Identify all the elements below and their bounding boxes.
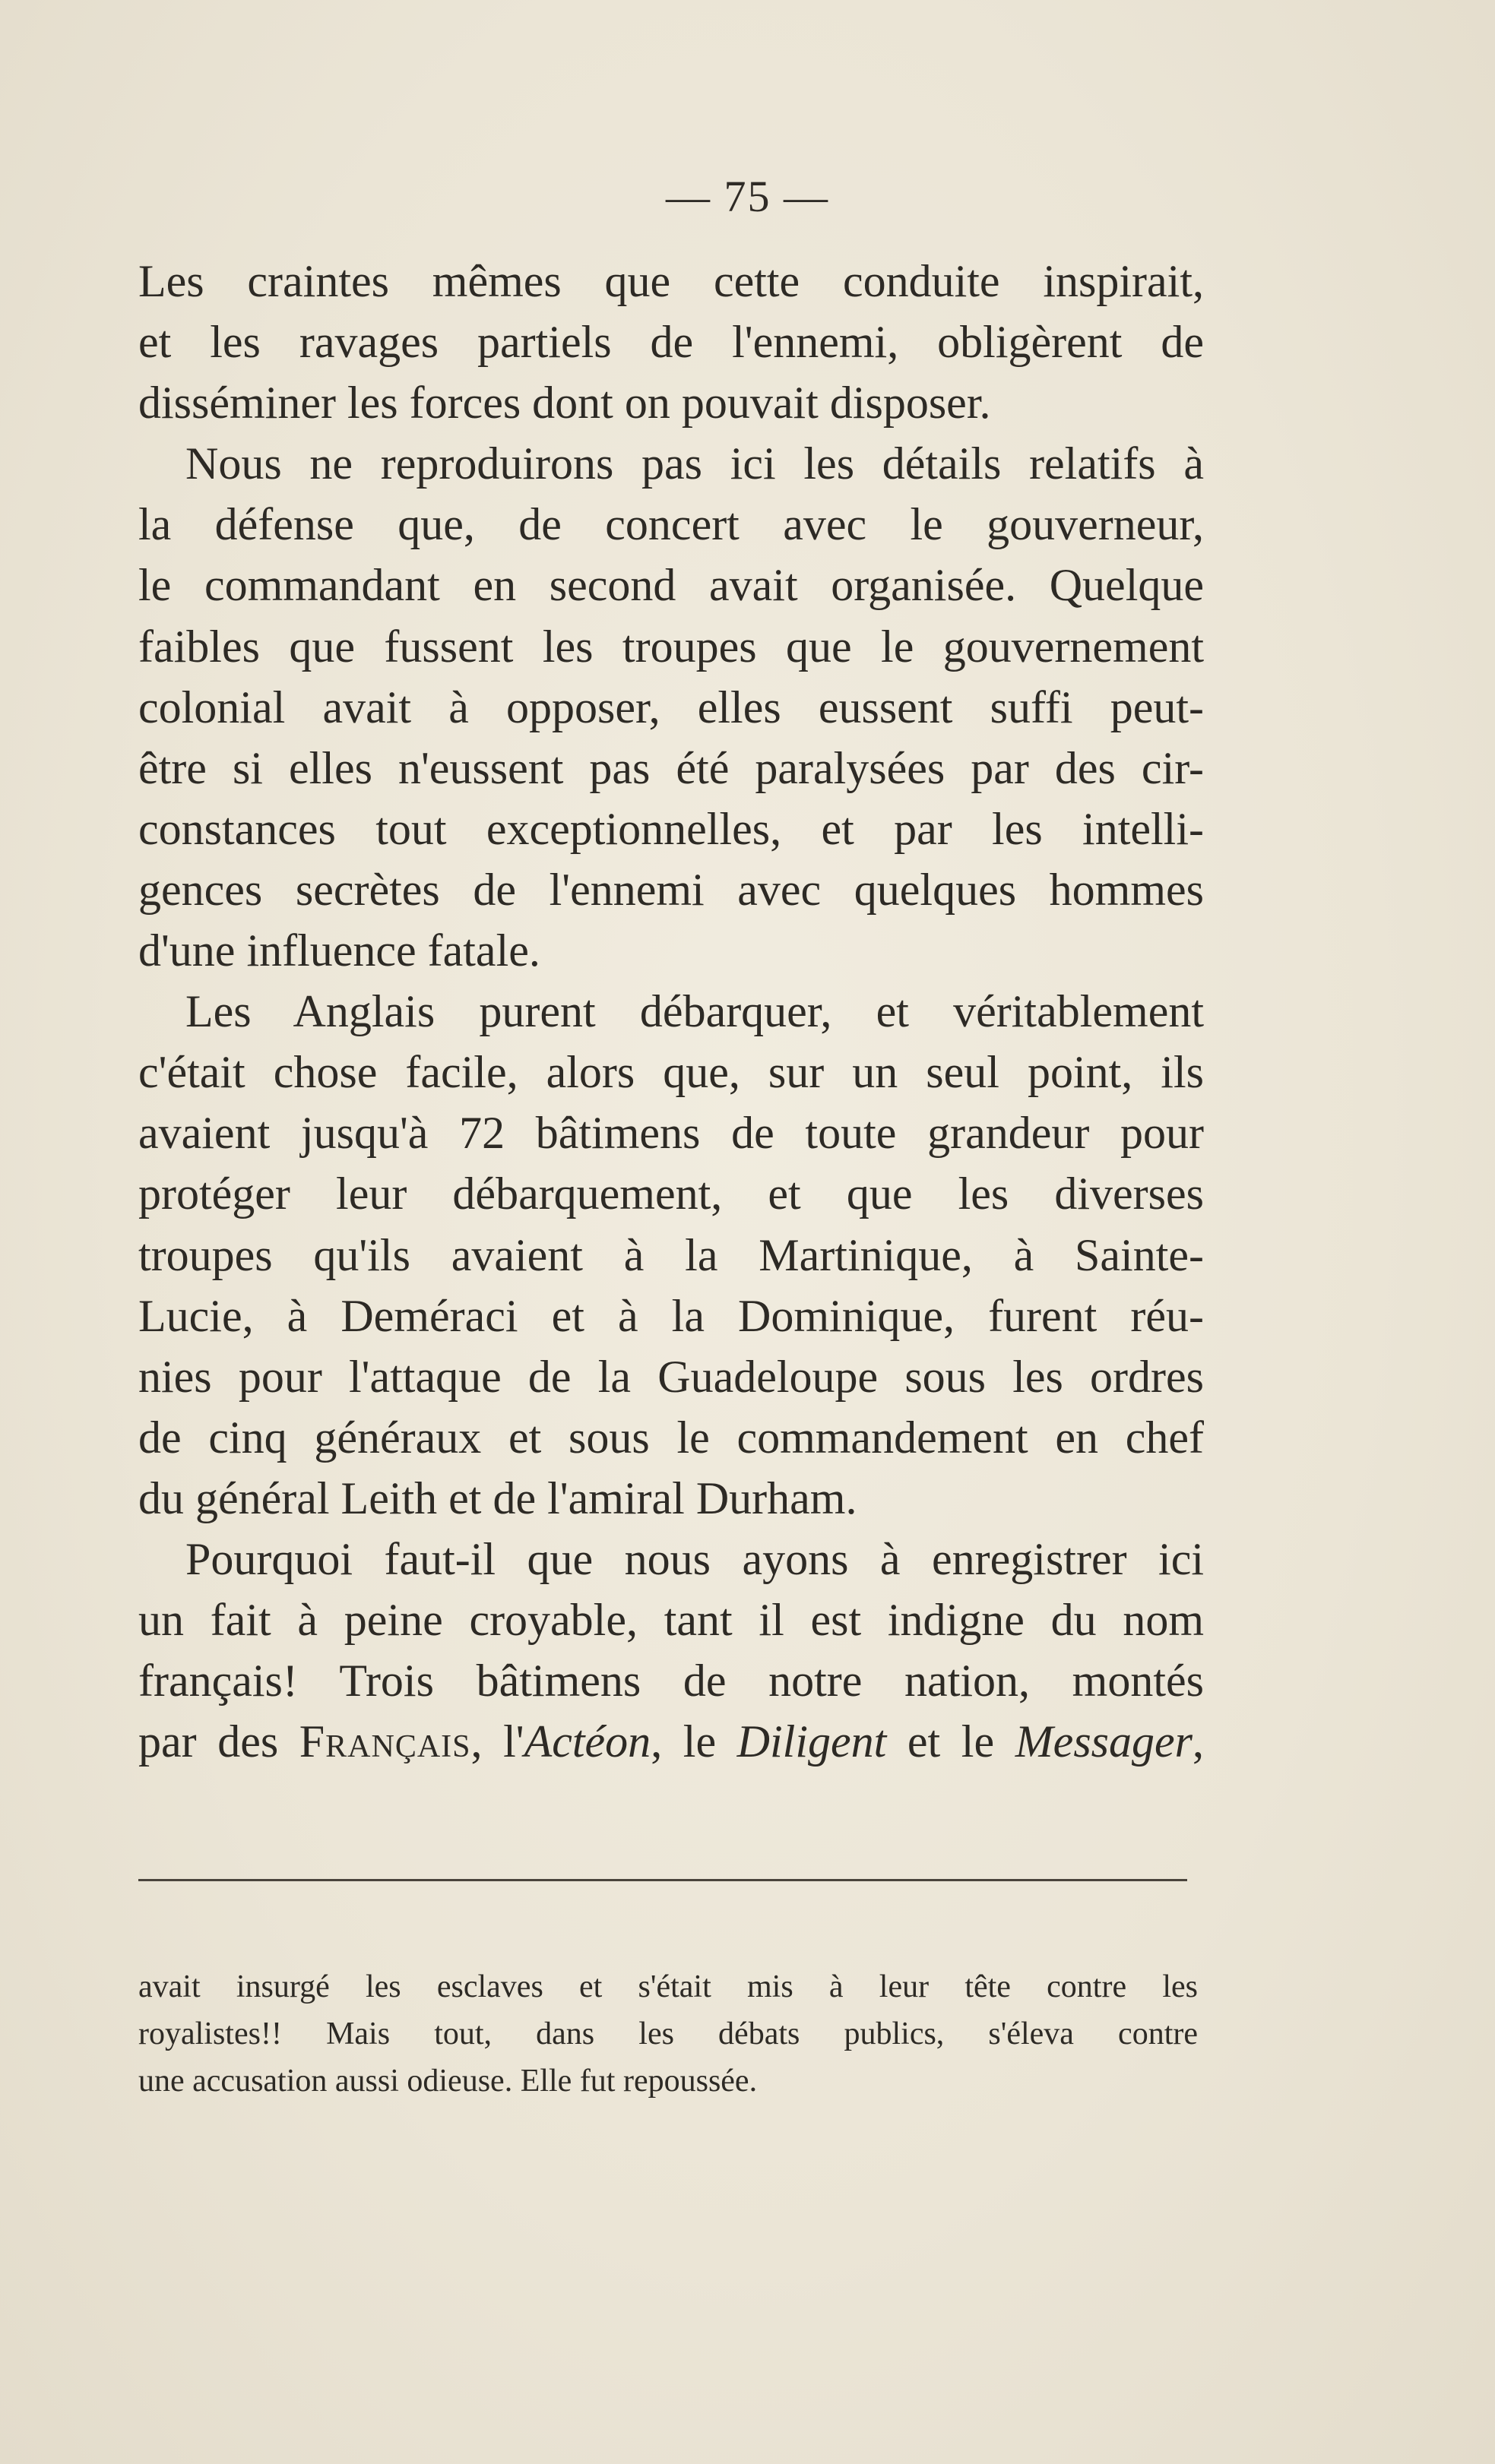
text-fragment: , le [651,1716,737,1767]
text-line: du général Leith et de l'amiral Durham. [138,1472,857,1523]
text-line: Les craintes mêmes que cette conduite inspirait, [138,256,1204,306]
text-line: être si elles n'eussent pas été paralysées par des cir- [138,742,1204,793]
text-line: français! Trois bâtimens de notre nation, montés [138,1656,1204,1706]
text-line: Nous ne reproduirons pas ici les détails relatifs à [185,438,1204,489]
ship-name: Messager [1015,1716,1193,1767]
footnote-line: royalistes!! Mais tout, dans les débats publics, s'éleva contre [138,2016,1198,2051]
footnote-line: une accusation aussi odieuse. Elle fut repoussée. [138,2064,758,2099]
text-line: nies pour l'attaque de la Guadeloupe sous les ordres [138,1351,1204,1402]
text-line: faibles que fussent les troupes que le gouvernement [138,621,1204,672]
text-fragment: , l' [470,1716,524,1767]
footnote [138,1963,1198,2105]
text-line: disséminer les forces dont on pouvait disposer. [138,378,991,429]
text-line: avaient jusqu'à 72 bâtimens de toute grandeur pour [138,1108,1204,1159]
text-line: colonial avait à opposer, elles eussent suffi peut- [138,682,1204,732]
text-line: d'une influence fatale. [138,925,540,976]
text-line: et les ravages partiels de l'ennemi, obligèrent de [138,317,1204,368]
text-line-ships [138,1711,1204,1772]
text-line: la défense que, de concert avec le gouverneur, [138,499,1204,550]
ship-name: Diligent [736,1716,887,1767]
text-fragment: par des [138,1716,299,1767]
text-line: un fait à peine croyable, tant il est indigne du nom [138,1595,1204,1646]
footnote-divider [138,1879,1187,1881]
small-caps-word: Français [299,1716,471,1767]
text-line: de cinq généraux et sous le commandement en chef [138,1412,1204,1463]
ship-name: Actéon [524,1716,651,1767]
text-line: protéger leur débarquement, et que les diverses [138,1169,1204,1219]
text-line: gences secrètes de l'ennemi avec quelques hommes [138,864,1204,915]
text-line: Lucie, à Deméraci et à la Dominique, furent réu- [138,1290,1204,1341]
page-number: — 75 — [666,172,829,221]
text-line: Pourquoi faut-il que nous ayons à enregistrer ici [185,1533,1204,1584]
footnote-line: avait insurgé les esclaves et s'était mis à leur tête contre les [138,1969,1198,2004]
text-fragment: et le [886,1716,1015,1767]
main-text [138,251,1204,1772]
text-fragment: , [1193,1716,1204,1767]
text-line: constances tout exceptionnelles, et par les intelli- [138,803,1204,854]
text-line: le commandant en second avait organisée. Quelque [138,560,1204,611]
text-line: c'était chose facile, alors que, sur un seul point, ils [138,1047,1204,1098]
text-line: Les Anglais purent débarquer, et véritablement [185,986,1204,1037]
text-line: troupes qu'ils avaient à la Martinique, à Sainte- [138,1229,1204,1280]
